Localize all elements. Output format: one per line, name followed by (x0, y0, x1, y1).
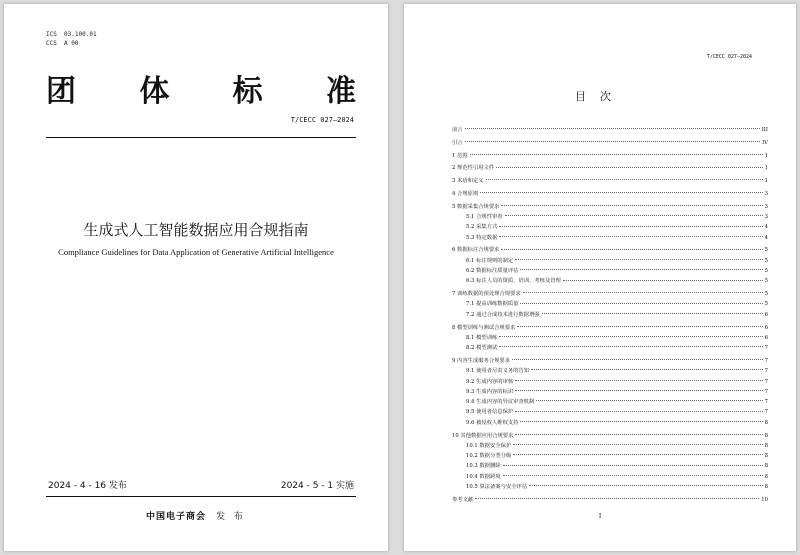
toc-entry-label: 4 合规原则 (452, 190, 479, 197)
toc-entry-page: 1 (764, 178, 768, 185)
toc-entry[interactable] (452, 125, 768, 135)
toc-entry-label: 9.6 被侵权人维权支持 (466, 419, 519, 426)
toc-entry-page: 3 (764, 190, 768, 197)
toc-entry-label: 9.1 使用者尽责义务的告知 (466, 368, 530, 375)
toc-entry[interactable] (452, 451, 768, 461)
standard-type-title (46, 66, 356, 110)
toc-entry[interactable] (452, 387, 768, 397)
dot-leader (499, 226, 762, 227)
title-char: 体 (139, 74, 170, 109)
standard-number: T/CECC 027—2024 (290, 116, 354, 124)
bottom-divider (46, 496, 356, 497)
toc-entry[interactable] (452, 256, 768, 266)
toc-entry[interactable] (452, 356, 768, 366)
dot-leader (501, 249, 762, 250)
toc-heading: 目次 (575, 90, 625, 103)
toc-entry[interactable] (452, 377, 768, 387)
toc-entry-label: 9.4 生成内容的异议审查机制 (466, 399, 535, 406)
toc-entry-label: 6.2 数据标注质量评估 (466, 268, 519, 275)
toc-entry-page: 5 (764, 257, 768, 264)
toc-entry-label: 参考文献 (452, 496, 474, 503)
toc-entry-page: 8 (764, 453, 768, 460)
classification-codes (46, 30, 97, 48)
toc-entry[interactable] (452, 397, 768, 407)
dot-leader (465, 141, 760, 142)
title-char: 准 (325, 74, 356, 109)
toc-entry-label: 前言 (452, 127, 463, 133)
toc-page (404, 4, 796, 551)
toc-entry[interactable] (452, 495, 768, 505)
dot-leader (499, 336, 762, 337)
toc-entry-page: 7 (764, 388, 768, 395)
toc-entry-page: 4 (764, 234, 768, 241)
dot-leader (515, 380, 762, 381)
toc-entry[interactable] (452, 472, 768, 482)
toc-entry-page: 1 (764, 165, 768, 172)
toc-entry[interactable] (452, 418, 768, 428)
toc-entry[interactable] (452, 138, 768, 148)
toc-entry-page: 3 (764, 214, 768, 221)
toc-entry[interactable] (452, 212, 768, 222)
toc-entry[interactable] (452, 289, 768, 299)
toc-entry[interactable] (452, 323, 768, 333)
dot-leader (529, 485, 762, 486)
toc-entry-label: 6.3 标注人员的资质、培训、考核及管理 (466, 278, 561, 285)
toc-entry-page: 4 (764, 224, 768, 231)
toc-entry-label: 10.3 数据删除 (466, 463, 501, 470)
toc-entry[interactable] (452, 310, 768, 320)
dot-leader (515, 411, 762, 412)
toc-entry-page: 7 (764, 357, 768, 364)
toc-entry-label: 1 范围 (452, 152, 468, 159)
toc-entry[interactable] (452, 176, 768, 186)
toc-entry-page: 6 (764, 324, 768, 331)
publisher-line (4, 509, 388, 522)
toc-entry-page: 3 (764, 203, 768, 210)
standard-number: T/CECC 027—2024 (706, 54, 752, 60)
dot-leader (501, 205, 762, 206)
dot-leader (520, 421, 762, 422)
page-number: I (598, 513, 602, 520)
toc-entry[interactable] (452, 151, 768, 161)
dot-leader (496, 167, 762, 168)
ics-code: ICS 03.100.01 (46, 31, 97, 38)
dot-leader (536, 400, 762, 401)
toc-entry[interactable] (452, 333, 768, 343)
toc-entry-page: 7 (764, 368, 768, 375)
dot-leader (465, 128, 760, 129)
toc-entry-label: 9 内容生成服务合规要求 (452, 357, 511, 364)
toc-entry-label: 8.1 模型训练 (466, 334, 498, 341)
toc-entry[interactable] (452, 276, 768, 286)
toc-entry-page: 5 (764, 301, 768, 308)
toc-entry-label: 8.2 模型测试 (466, 345, 498, 352)
toc-entry[interactable] (452, 431, 768, 441)
toc-entry-page: 8 (764, 473, 768, 480)
toc-entry-label: 引言 (452, 139, 463, 146)
dot-leader (513, 444, 762, 445)
dot-leader (515, 434, 762, 435)
toc-entry-label: 8 模型训练与测试合规要求 (452, 324, 516, 331)
toc-entry-label: 5.1 合规性审查 (466, 214, 503, 221)
dot-leader (503, 475, 763, 476)
title-char: 标 (232, 74, 263, 109)
toc-entry[interactable] (452, 441, 768, 451)
toc-entry-page: 8 (764, 442, 768, 449)
toc-entry-page: 7 (764, 399, 768, 406)
toc-entry-page: 8 (764, 419, 768, 426)
toc-list (452, 125, 768, 505)
toc-entry-label: 9.2 生成内容的审核 (466, 378, 514, 385)
dot-leader (542, 313, 763, 314)
cover-page (4, 4, 388, 551)
toc-entry-label: 10 其他数据应用合规要求 (452, 432, 514, 439)
dot-leader (515, 390, 762, 391)
toc-entry-label: 6.1 标注规则的制定 (466, 257, 514, 264)
toc-entry[interactable] (452, 266, 768, 276)
toc-entry-page: 1 (764, 152, 768, 159)
toc-entry-page: 6 (764, 334, 768, 341)
dot-leader (499, 346, 762, 347)
toc-entry[interactable] (452, 189, 768, 199)
toc-entry-page: 6 (764, 311, 768, 318)
toc-entry[interactable] (452, 366, 768, 376)
toc-entry[interactable] (452, 245, 768, 255)
toc-entry-label: 10.4 数据跨境 (466, 473, 501, 480)
toc-entry-label: 9.5 使用者信息保护 (466, 409, 514, 416)
publish-label: 发 布 (216, 512, 246, 522)
toc-entry-page: 10 (761, 496, 768, 503)
toc-entry-page: 5 (764, 278, 768, 285)
toc-entry[interactable] (452, 482, 768, 492)
dot-leader (517, 326, 762, 327)
toc-entry-label: 9.3 生成内容的标识 (466, 388, 514, 395)
toc-entry-page: 5 (764, 291, 768, 298)
dot-leader (480, 192, 762, 193)
dot-leader (520, 303, 762, 304)
toc-entry-page: 7 (764, 378, 768, 385)
toc-entry-page: III (761, 127, 768, 133)
toc-entry-page: 8 (764, 463, 768, 470)
dot-leader (531, 369, 763, 370)
dot-leader (513, 454, 762, 455)
toc-entry-label: 10.1 数据安全保护 (466, 442, 512, 449)
toc-entry[interactable] (452, 222, 768, 232)
dot-leader (499, 236, 762, 237)
toc-entry-label: 3 术语和定义 (452, 178, 484, 185)
toc-entry[interactable] (452, 343, 768, 353)
toc-entry-page: 5 (764, 268, 768, 275)
dot-leader (523, 292, 763, 293)
dot-leader (475, 498, 759, 499)
toc-entry[interactable] (452, 299, 768, 309)
dot-leader (505, 215, 763, 216)
toc-entry-label: 7.1 提高训练数据质量 (466, 301, 519, 308)
toc-entry-label: 2 规范性引用文件 (452, 165, 495, 172)
dot-leader (520, 269, 762, 270)
toc-entry-label: 7 训练数据的预处理合规要求 (452, 291, 521, 298)
toc-entry-label: 5 数据采集合规要求 (452, 203, 500, 210)
toc-entry-label: 6 数据标注合规要求 (452, 247, 500, 254)
toc-entry-page: 8 (764, 432, 768, 439)
toc-entry[interactable] (452, 163, 768, 173)
toc-entry-label: 5.3 特定数据 (466, 234, 498, 241)
toc-entry-page: 7 (764, 345, 768, 352)
dot-leader (563, 280, 763, 281)
toc-entry[interactable] (452, 461, 768, 471)
toc-entry-label: 7.2 通过合成技术进行数据增强 (466, 311, 540, 318)
issue-date: 2024 - 4 - 16 发布 (48, 481, 127, 491)
dot-leader (515, 259, 762, 260)
dot-leader (486, 179, 763, 180)
publisher-name: 中国电子商会 (146, 512, 207, 522)
toc-entry[interactable] (452, 202, 768, 212)
toc-entry-page: 5 (764, 247, 768, 254)
toc-entry[interactable] (452, 407, 768, 417)
top-divider (46, 137, 356, 138)
dot-leader (470, 154, 763, 155)
toc-entry-page: 7 (764, 409, 768, 416)
toc-entry-label: 10.5 算法备案与安全评估 (466, 484, 528, 490)
dot-leader (512, 359, 763, 360)
effective-date: 2024 - 5 - 1 实施 (280, 481, 354, 491)
document-title-cn: 生成式人工智能数据应用合规指南 (83, 221, 309, 239)
toc-entry-label: 5.2 采集方式 (466, 224, 498, 231)
document-title-en: Compliance Guidelines for Data Application of Generative Artificial Intelligence (58, 247, 334, 257)
toc-entry-page: IV (762, 139, 768, 146)
title-char: 团 (46, 74, 76, 109)
ccs-code: CCS A 00 (46, 40, 79, 47)
toc-entry-page: 8 (764, 484, 768, 490)
toc-entry-label: 10.2 数据分类分级 (466, 453, 512, 460)
dot-leader (503, 465, 763, 466)
toc-entry[interactable] (452, 233, 768, 243)
